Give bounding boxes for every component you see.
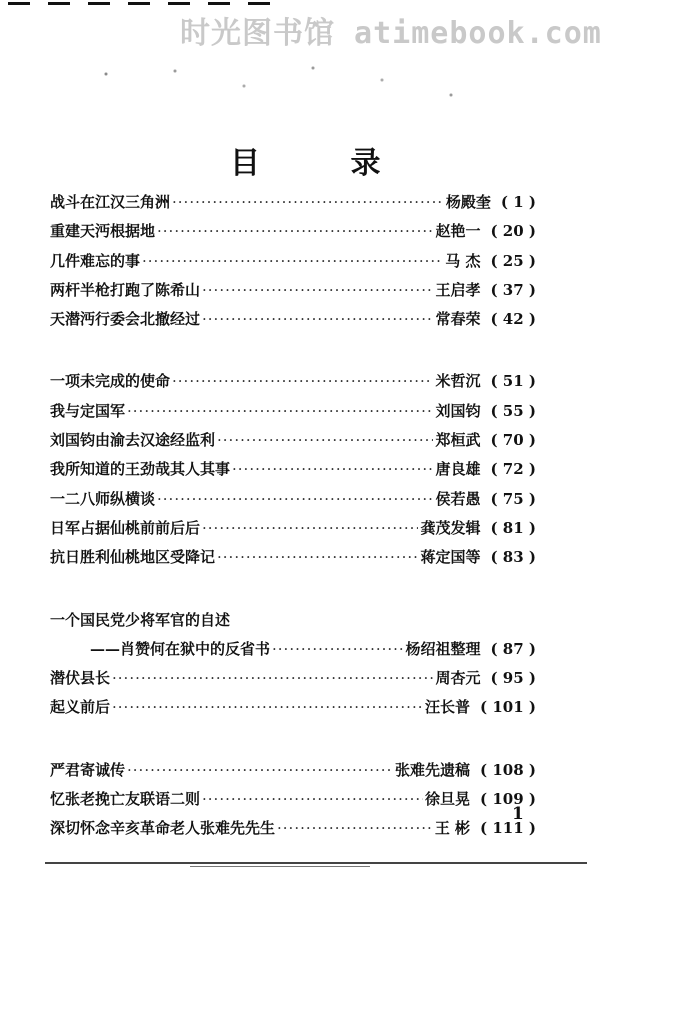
- toc-entry-page: ( 37 ): [490, 280, 536, 299]
- toc-entry-page: ( 25 ): [490, 251, 536, 270]
- page-number: 1: [512, 804, 524, 824]
- toc-entry-page: ( 70 ): [490, 431, 536, 450]
- bottom-rule: [45, 862, 587, 864]
- toc-entry-page: ( 111 ): [480, 819, 536, 838]
- toc-leader-dots: [127, 761, 393, 779]
- toc-entry[interactable]: [50, 696, 536, 725]
- toc-entry-page: ( 72 ): [490, 460, 536, 479]
- toc-entry-page: ( 81 ): [490, 518, 536, 537]
- toc-leader-dots: [127, 402, 433, 420]
- toc-entry-page: ( 109 ): [480, 790, 536, 809]
- toc-entry-author: 马 杰: [445, 251, 481, 270]
- toc-entry-author: 蒋定国等: [420, 548, 481, 567]
- toc-entry[interactable]: [50, 667, 536, 696]
- toc-entry-author: 周杏元: [435, 669, 481, 688]
- toc-entry-page: ( 51 ): [490, 372, 536, 391]
- toc-entry-title: 一个国民党少将军官的自述: [50, 610, 231, 629]
- toc-entry-page: ( 83 ): [490, 548, 536, 567]
- toc-entry-title: 日军占据仙桃前前后后: [50, 518, 201, 537]
- toc-entry-page: ( 75 ): [490, 489, 536, 508]
- toc-entry-page: ( 87 ): [490, 639, 536, 658]
- toc-leader-dots: [157, 490, 433, 508]
- toc-leader-dots: [232, 460, 433, 478]
- group-gap: [50, 726, 536, 759]
- toc-entry[interactable]: [50, 788, 536, 817]
- toc-entry-title: 潜伏县长: [50, 669, 111, 688]
- toc-entry[interactable]: [50, 458, 536, 487]
- toc-entry-page: ( 1 ): [500, 193, 536, 211]
- toc-entry[interactable]: [50, 759, 536, 788]
- toc-entry-page: ( 95 ): [490, 669, 536, 688]
- toc-entry-author: 常春荣: [435, 310, 481, 329]
- toc-leader-dots: [112, 698, 423, 716]
- toc-entry-author: 徐旦晃: [425, 790, 471, 809]
- toc-entry-author: 侯若愚: [435, 489, 481, 508]
- toc-leader-dots: [202, 281, 433, 299]
- table-of-contents: [50, 191, 536, 847]
- toc-leader-dots: [172, 372, 433, 390]
- toc-entry[interactable]: [50, 191, 536, 220]
- toc-entry-title: ——肖赞何在狱中的反省书: [90, 639, 271, 658]
- toc-entry-author: 汪长普: [425, 698, 471, 717]
- toc-entry-page: ( 20 ): [490, 222, 536, 241]
- toc-entry[interactable]: [50, 638, 536, 667]
- toc-entry[interactable]: [50, 308, 536, 337]
- toc-entry-page: ( 101 ): [480, 698, 536, 717]
- toc-entry-author: 杨殿奎: [445, 193, 491, 211]
- toc-entry-title: 刘国钧由渝去汉途经监利: [50, 431, 216, 450]
- toc-entry-page: ( 108 ): [480, 760, 536, 779]
- toc-entry[interactable]: [50, 370, 536, 399]
- toc-entry[interactable]: [50, 279, 536, 308]
- toc-entry-author: 唐良雄: [435, 460, 481, 479]
- group-gap: [50, 576, 536, 609]
- toc-entry-author: 赵艳一: [435, 222, 481, 241]
- toc-entry-page: ( 42 ): [490, 310, 536, 329]
- toc-entry[interactable]: [50, 429, 536, 458]
- toc-entry-title: 几件难忘的事: [50, 251, 141, 270]
- toc-entry-title: 严君寄诚传: [50, 760, 126, 779]
- toc-entry-author: 郑桓武: [435, 431, 481, 450]
- toc-entry-title: 一项未完成的使命: [50, 372, 171, 391]
- toc-entry-author: 王 彬: [434, 819, 471, 838]
- page-title: 目 录: [230, 146, 421, 181]
- toc-entry[interactable]: [50, 517, 536, 546]
- scan-noise: [60, 62, 520, 122]
- toc-entry-title: 两杆半枪打跑了陈希山: [50, 280, 201, 299]
- toc-leader-dots: [277, 819, 433, 837]
- toc-leader-dots: [217, 431, 433, 449]
- toc-leader-dots: [142, 252, 443, 270]
- toc-leader-dots: [272, 640, 403, 658]
- toc-entry[interactable]: [50, 400, 536, 429]
- toc-entry-author: 刘国钧: [435, 401, 481, 420]
- toc-leader-dots: [202, 519, 418, 537]
- watermark: 时光图书馆 atimebook.com: [180, 16, 602, 51]
- toc-entry[interactable]: [50, 546, 536, 575]
- toc-entry[interactable]: [50, 488, 536, 517]
- toc-leader-dots: [217, 548, 418, 566]
- toc-entry-title: 抗日胜利仙桃地区受降记: [50, 548, 216, 567]
- toc-leader-dots: [202, 790, 423, 808]
- toc-entry[interactable]: [50, 609, 536, 638]
- toc-entry-title: 战斗在江汉三角洲: [50, 193, 171, 211]
- toc-leader-dots: [112, 669, 433, 687]
- top-border-dashes: [8, 2, 270, 5]
- toc-entry[interactable]: [50, 250, 536, 279]
- toc-entry-author: 杨绍祖整理: [405, 639, 481, 658]
- toc-entry[interactable]: [50, 817, 536, 846]
- group-gap: [50, 337, 536, 370]
- toc-entry-title: 忆张老挽亡友联语二则: [50, 790, 201, 809]
- toc-leader-dots: [157, 222, 433, 240]
- toc-entry-title: 深切怀念辛亥革命老人张难先先生: [50, 819, 276, 838]
- toc-entry-author: 龚茂发辑: [420, 518, 481, 537]
- toc-leader-dots: [172, 193, 444, 211]
- toc-entry[interactable]: [50, 220, 536, 249]
- toc-entry-author: 王启孝: [435, 280, 481, 299]
- toc-entry-title: 我与定国军: [50, 401, 126, 420]
- toc-entry-title: 重建天沔根据地: [50, 222, 156, 241]
- toc-entry-author: 张难先遗稿: [395, 760, 471, 779]
- toc-entry-page: ( 55 ): [490, 401, 536, 420]
- bottom-rule-secondary: [190, 866, 370, 867]
- toc-entry-title: 我所知道的王劲哉其人其事: [50, 460, 231, 479]
- toc-entry-title: 起义前后: [50, 698, 111, 717]
- toc-entry-title: 天潜沔行委会北撤经过: [50, 310, 201, 329]
- toc-entry-author: 米哲沉: [435, 372, 481, 391]
- toc-leader-dots: [202, 310, 433, 328]
- toc-entry-title: 一二八师纵横谈: [50, 489, 156, 508]
